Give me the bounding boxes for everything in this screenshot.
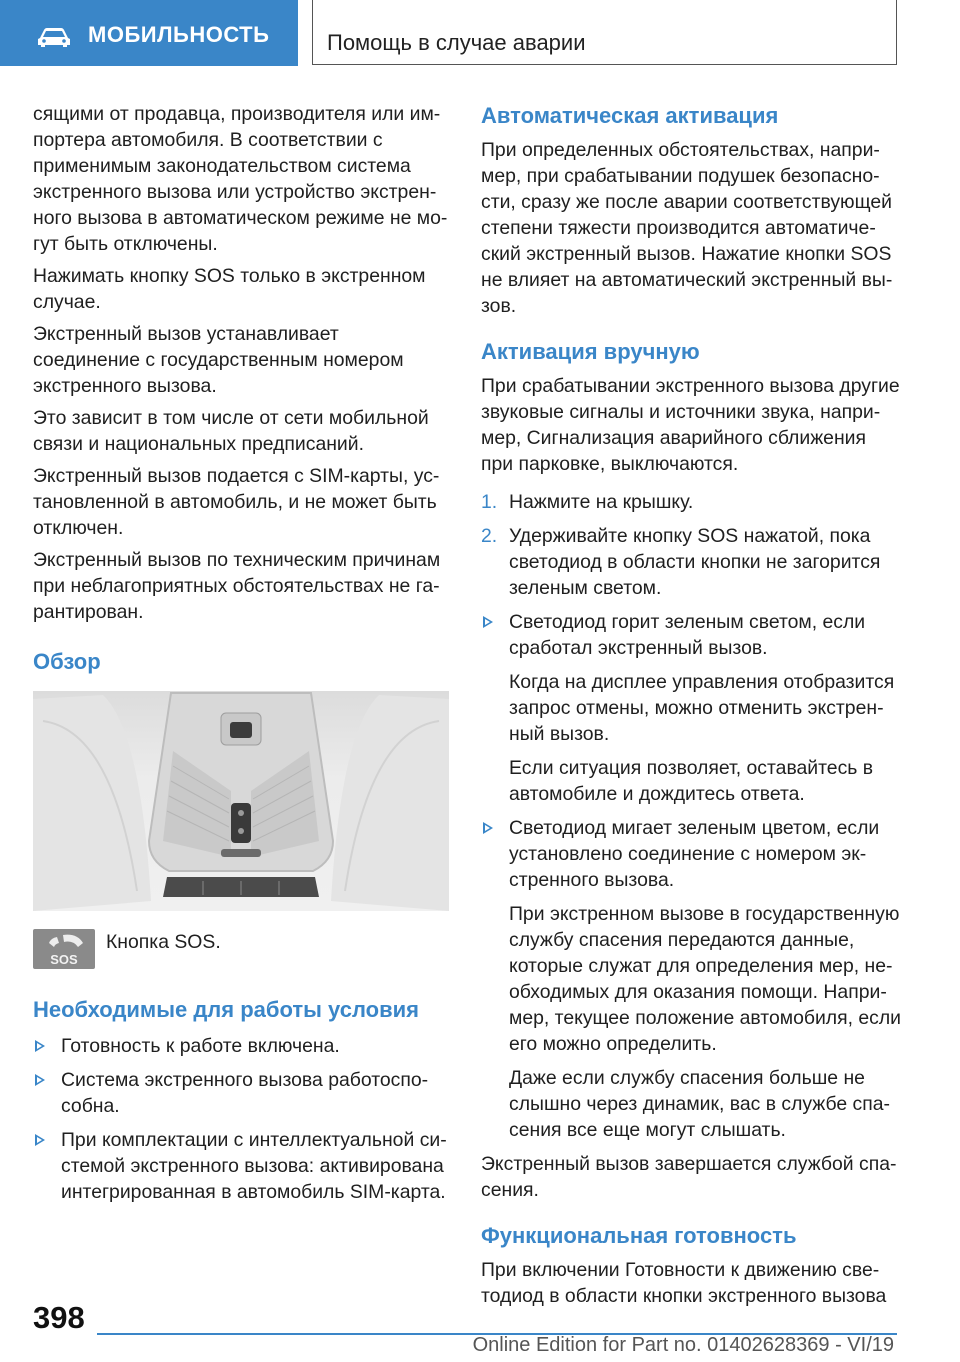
- title-frame: [312, 0, 897, 65]
- triangle-bullet-icon: [35, 1074, 45, 1086]
- sub-paragraph: Если ситуация позволяет, оставайтесь в автомобиле и дождитесь ответа.: [509, 757, 874, 805]
- sub-paragraph: Даже если службу спасения больше не слышно через динамик, вас в службе спасения все еще могут слышать.: [509, 1067, 891, 1141]
- paragraph: Экстренный вызов по техническим причинам при неблагоприятных обстоятельствах не гарантирован.: [33, 549, 441, 623]
- sos-caption: Кнопка SOS.: [106, 931, 221, 953]
- paragraph: Экстренный вызов подается с SIM-карты, установленной в автомобиль, и не может быть отключен.: [33, 465, 440, 539]
- list-item: Светодиод горит зеленым светом, если сработал экстренный вызов.: [481, 609, 901, 661]
- edition-text: Online Edition for Part no. 01402628369 - VI/19: [472, 1334, 894, 1356]
- paragraph: сящими от продавца, производителя или импортера автомобиля. В соответствии с применимым законодательством система экстренного вызова или устройство экстренного вызова в автоматическом режиме не могут быть отключены.: [33, 103, 448, 255]
- paragraph: При включении Готовности к движению светодиод в области кнопки экстренного вызова: [481, 1259, 887, 1307]
- sos-caption-row: [33, 929, 449, 973]
- step-item: 2. Удерживайте кнопку SOS нажатой, пока светодиод в области кнопки не загорится зеленым светом.: [481, 525, 881, 599]
- sub-paragraph: Когда на дисплее управления отобразится запрос отмены, можно отменить экстренный вызов.: [509, 671, 895, 745]
- list-item: Готовность к работе включена.: [33, 1033, 449, 1059]
- triangle-bullet-icon: [35, 1040, 45, 1052]
- sub-paragraph: При экстренном вызове в государственную службу спасения передаются данные, которые служат для определения мер, необходимых для оказания помощи. Например, текущее положение автомобиля, если его можно определить.: [509, 903, 902, 1055]
- paragraph: Экстренный вызов устанавливает соединение с государственным номером экстренного вызова.: [33, 323, 404, 397]
- right-column: [481, 101, 901, 1315]
- paragraph: Это зависит в том числе от сети мобильной связи и национальных предписаний.: [33, 407, 429, 455]
- triangle-bullet-icon: [35, 1134, 45, 1146]
- list-item: Система экстренного вызова работоспособна.: [33, 1067, 449, 1119]
- car-icon: [36, 26, 72, 48]
- heading-overview: Обзор: [33, 649, 101, 674]
- list-item: Светодиод мигает зеленым цветом, если установлено соединение с номером экстренного вызова.: [481, 815, 901, 893]
- step-item: 1. Нажмите на крышку.: [481, 491, 694, 513]
- page-title: Помощь в случае аварии: [327, 30, 586, 55]
- paragraph: Нажимать кнопку SOS только в экстренном случае.: [33, 265, 426, 313]
- left-column: [33, 101, 449, 1213]
- section-label: МОБИЛЬНОСТЬ: [88, 22, 270, 47]
- svg-text:SOS: SOS: [50, 952, 78, 967]
- paragraph: При определенных обстоятельствах, например, при срабатывании подушек безопасности, сразу же после аварии соответствующей степени тяжести производится автоматический экстренный вызов. Нажатие кнопки SOS не влияет на автоматический экстренный вызов.: [481, 139, 893, 317]
- triangle-bullet-icon: [483, 822, 493, 834]
- paragraph: Экстренный вызов завершается службой спасения.: [481, 1153, 897, 1201]
- overhead-console-illustration: [33, 691, 449, 911]
- heading-functional-readiness: Функциональная готовность: [481, 1223, 797, 1248]
- paragraph: При срабатывании экстренного вызова другие звуковые сигналы и источники звука, например, Сигнализация аварийного сближения при парковке, выключаются.: [481, 375, 900, 475]
- list-item: При комплектации с интеллектуальной системой экстренного вызова: активирована интегрированная в автомобиль SIM-карта.: [33, 1127, 449, 1205]
- section-tab: [0, 0, 298, 66]
- overhead-console-photo: [33, 691, 449, 911]
- page-number: 398: [33, 1300, 85, 1335]
- heading-manual-activation: Активация вручную: [481, 339, 700, 364]
- step-number: 2.: [481, 525, 498, 547]
- sos-button-icon: [33, 929, 95, 969]
- triangle-bullet-icon: [483, 616, 493, 628]
- step-number: 1.: [481, 491, 498, 513]
- heading-auto-activation: Автоматическая активация: [481, 103, 779, 128]
- heading-conditions: Необходимые для работы условия: [33, 997, 419, 1022]
